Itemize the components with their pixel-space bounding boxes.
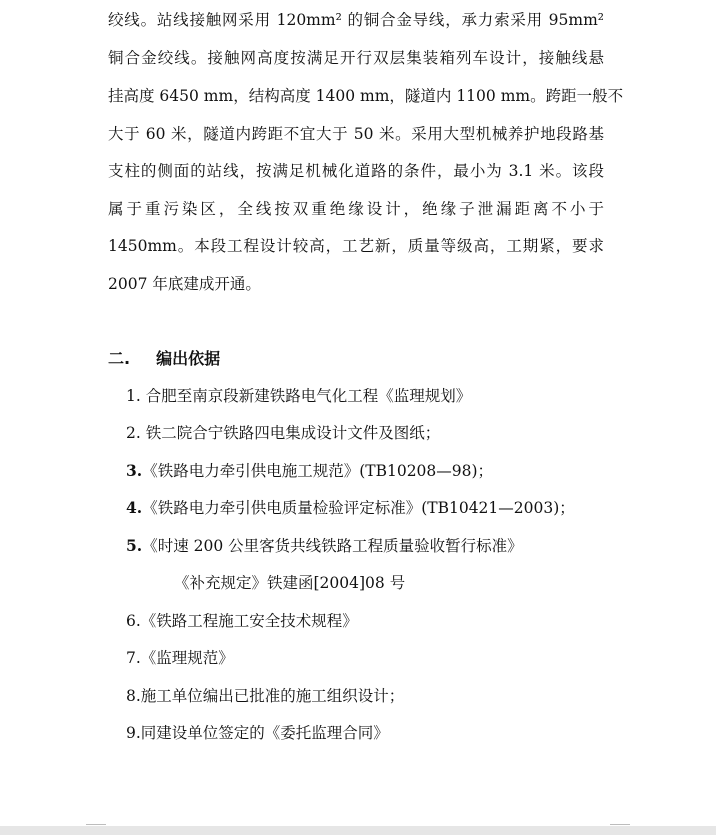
paragraph-line-6: 属于重污染区，全线按双重绝缘设计，绝缘子泄漏距离不小于 (108, 200, 604, 218)
list-item-text: 《补充规定》铁建函[2004]08 号 (174, 574, 406, 592)
page-gap (0, 826, 716, 835)
list-item-number: 2. (126, 424, 141, 442)
list-item (126, 461, 493, 481)
list-item-text: 《铁路电力牵引供电质量检验评定标准》(TB10421—2003)； (142, 499, 575, 517)
list-item-text: 铁二院合宁铁路四电集成设计文件及图纸； (145, 424, 441, 442)
list-item-continuation (174, 573, 405, 593)
section-heading (108, 349, 220, 369)
list-item-number: 6. (126, 612, 141, 630)
paragraph-line-7: 1450mm。本段工程设计较高，工艺新，质量等级高，工期紧，要求 (108, 237, 604, 255)
list-item (126, 498, 575, 518)
paragraph-line-3: 挂高度 6450 mm，结构高度 1400 mm，隧道内 1100 mm。跨距一般不 (108, 87, 624, 105)
list-item-text: 施工单位编出已批准的施工组织设计； (140, 687, 405, 705)
list-item-number: 1. (126, 387, 141, 405)
list-item (126, 686, 404, 706)
section-title: 编出依据 (156, 349, 221, 368)
list-item-number: 9. (126, 724, 141, 742)
paragraph-line-8: 2007 年底建成开通。 (108, 275, 261, 293)
section-number: 二. (108, 349, 131, 368)
list-item-text: 《铁路电力牵引供电施工规范》(TB10208—98)； (142, 462, 494, 480)
paragraph-line-1: 绞线。站线接触网采用 120mm² 的铜合金导线，承力索采用 95mm² (108, 11, 604, 29)
list-item-number: 5. (126, 536, 143, 555)
list-item-number: 4. (126, 498, 143, 517)
list-item (126, 423, 440, 443)
list-item (126, 723, 389, 743)
list-item-number: 8. (126, 687, 141, 705)
list-item-text: 同建设单位签定的《委托监理合同》 (140, 724, 389, 742)
list-item (126, 386, 471, 406)
paragraph-line-5: 支柱的侧面的站线，按满足机械化道路的条件，最小为 3.1 米。该段 (108, 162, 604, 180)
list-item-number: 3. (126, 461, 143, 480)
paragraph-line-4: 大于 60 米，隧道内跨距不宜大于 50 米。采用大型机械养护地段路基 (108, 125, 604, 143)
list-item-text: 合肥至南京段新建铁路电气化工程《监理规划》 (145, 387, 472, 405)
list-item-text: 《监理规范》 (140, 649, 234, 667)
list-item-text: 《时速 200 公里客货共线铁路工程质量验收暂行标准》 (142, 537, 523, 555)
list-item (126, 611, 358, 631)
paragraph-line-2: 铜合金绞线。接触网高度按满足开行双层集装箱列车设计，接触线悬 (108, 49, 604, 67)
list-item-text: 《铁路工程施工安全技术规程》 (140, 612, 358, 630)
list-item (126, 648, 234, 668)
list-item-number: 7. (126, 649, 141, 667)
list-item (126, 536, 523, 556)
